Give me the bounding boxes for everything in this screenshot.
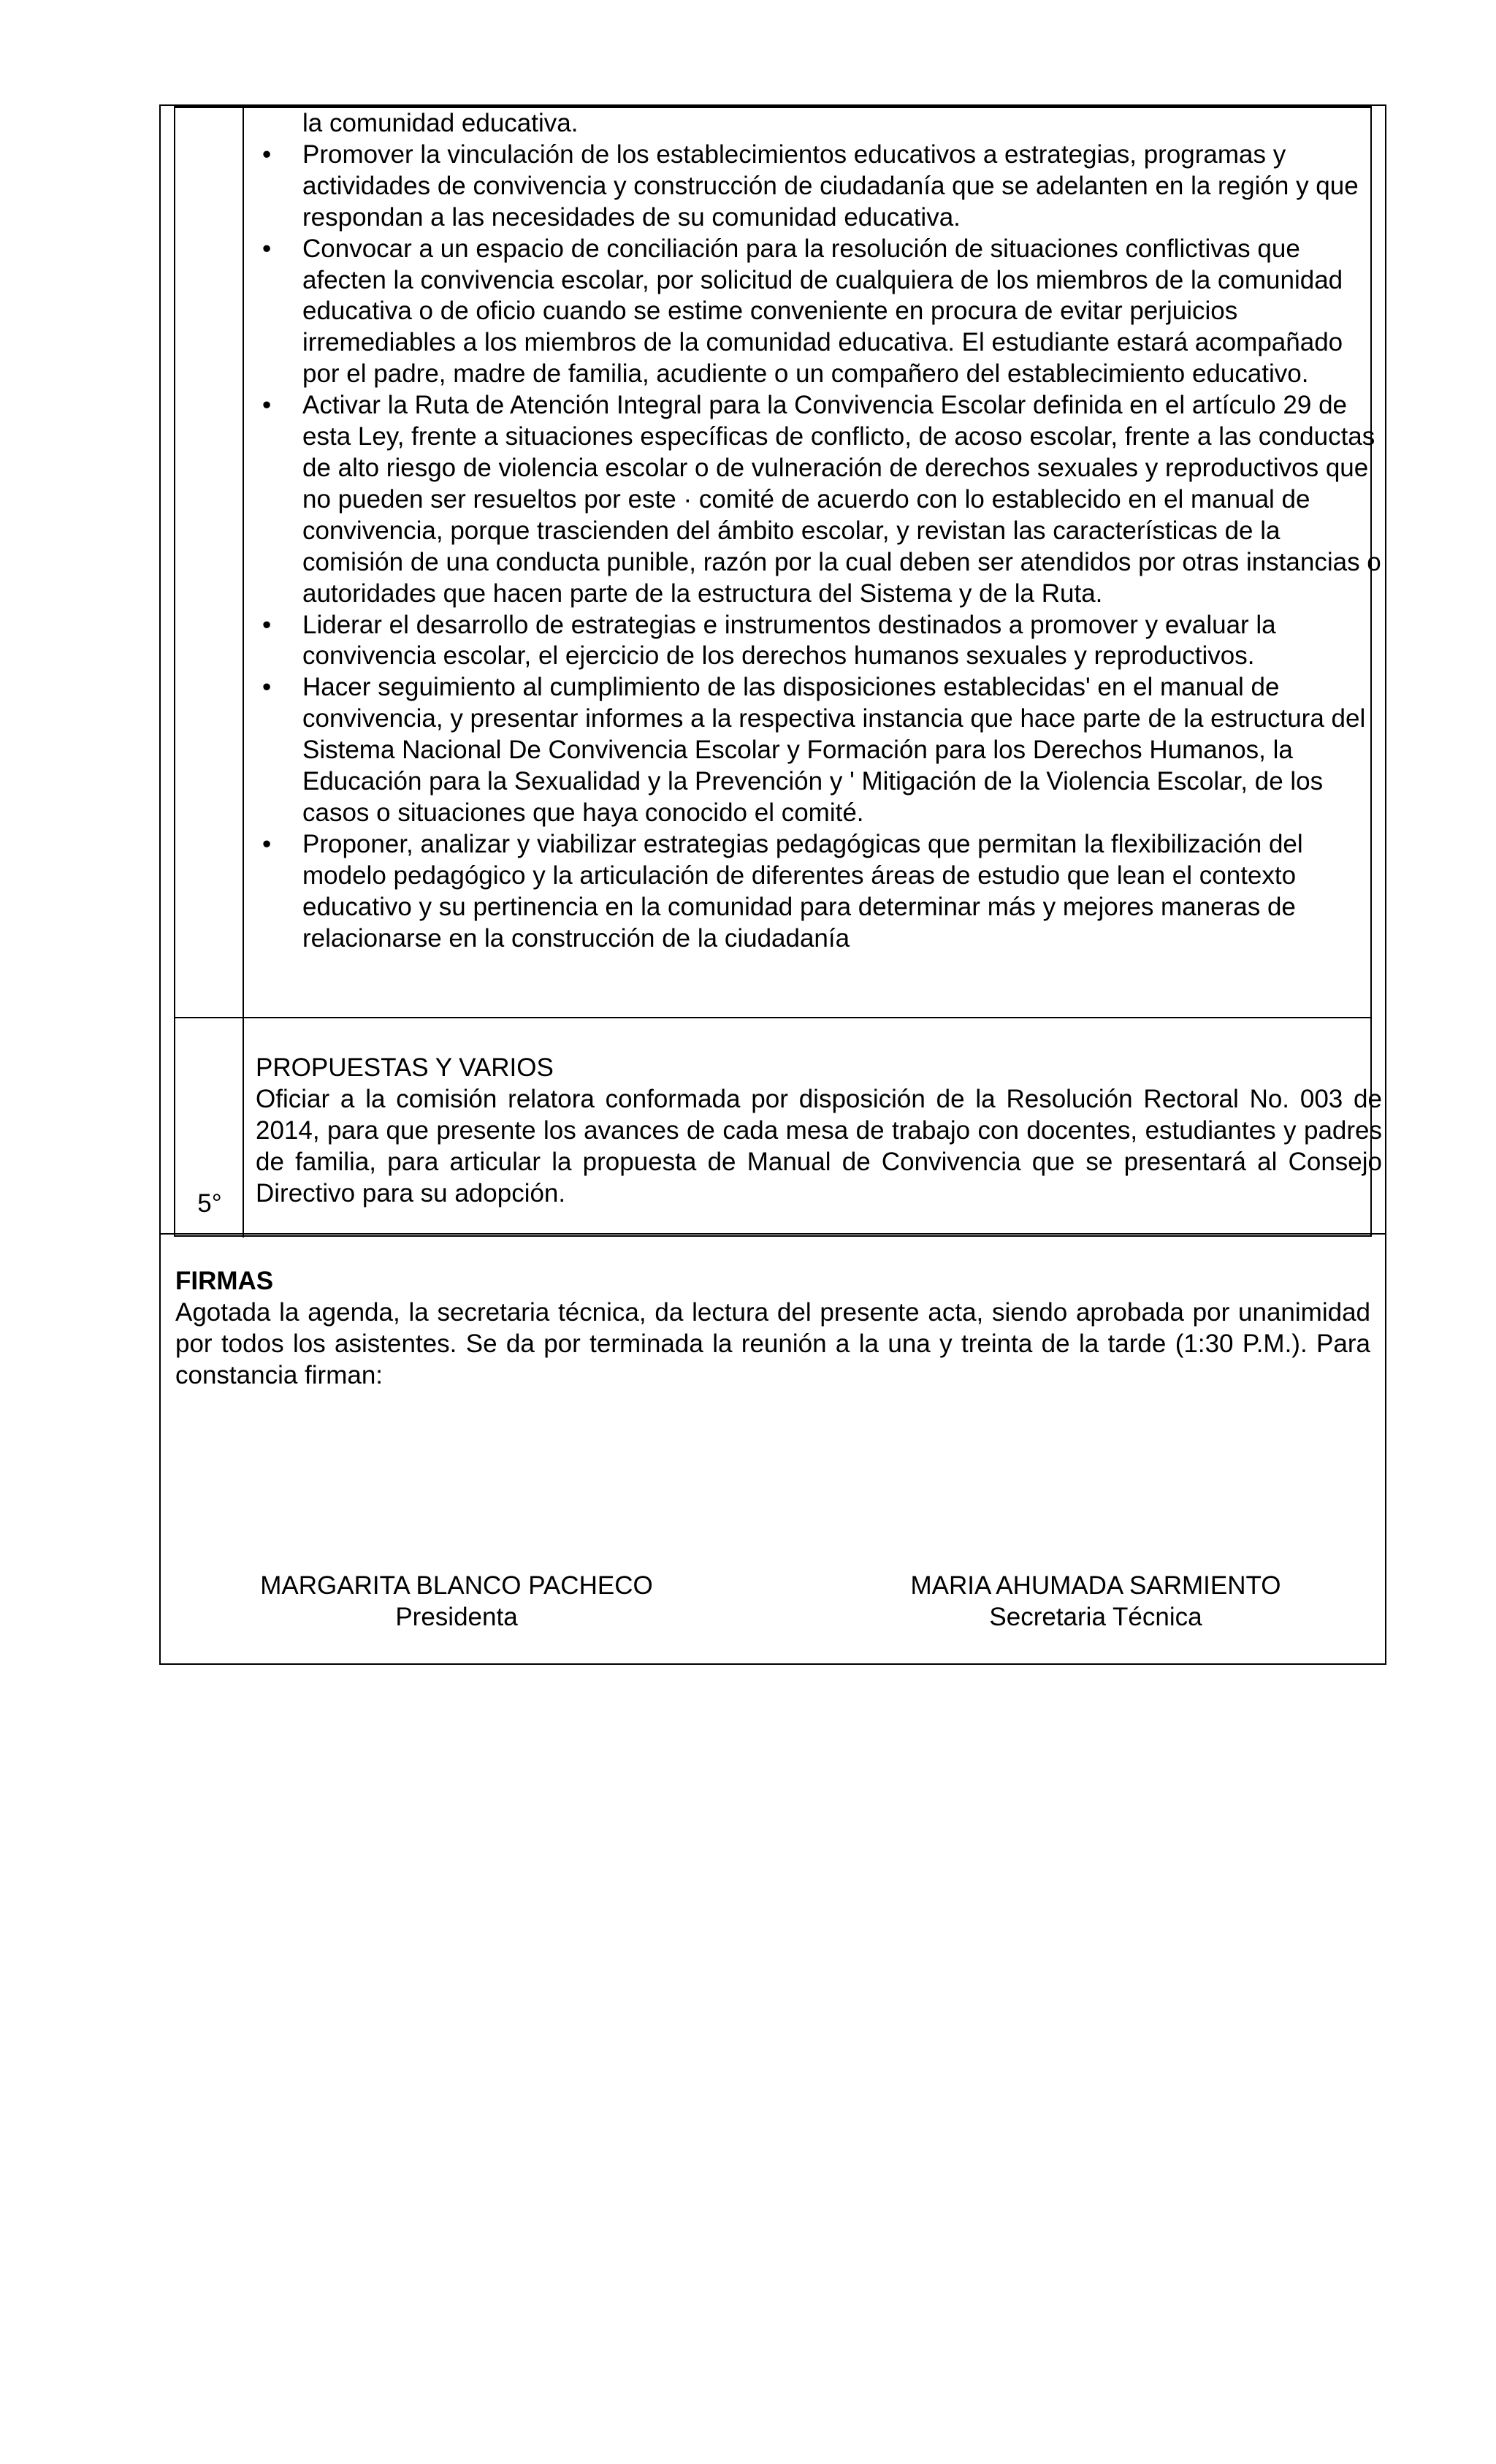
signer-name: MARIA AHUMADA SARMIENTO — [910, 1571, 1281, 1600]
item-heading: PROPUESTAS Y VARIOS — [256, 1053, 554, 1082]
list-item: • Convocar a un espacio de conciliación para la resolución de situaciones conflictivas que afecten la convivencia escolar, por solicitud de cualquiera de los miembros de la comunidad educativa o de oficio cuando se estime conveniente en procura de evitar perjuicios irremediables a los miembros de la comunidad educativa. El estudiante estará acompañado por el padre, madre de familia, acudiente o un compañero del establecimiento educativo. — [262, 234, 1343, 389]
bullet-icon: • — [262, 140, 272, 169]
item-content-cell — [244, 1018, 1392, 1210]
agenda-table-outer — [159, 104, 1386, 1235]
functions-list — [256, 140, 1382, 955]
agenda-row-proposals — [175, 1018, 1382, 1237]
item-number-cell — [175, 108, 244, 1017]
agenda-row-functions — [175, 108, 1381, 1018]
signatures-heading: FIRMAS — [175, 1267, 274, 1295]
bullet-icon: • — [262, 610, 272, 639]
list-item: • Hacer seguimiento al cumplimiento de las disposiciones establecidas' en el manual de convivencia, y presentar informes a la respectiva instancia que hace parte de la estructura del Sistema Nacional De Convivencia Escolar y Formación para los Derechos Humanos, la Educación para la Sexualidad y la Prevención y ' Mitigación de la Violencia Escolar, de los casos o situaciones que haya conocido el comité. — [262, 673, 1366, 827]
list-item: • Activar la Ruta de Atención Integral para la Convivencia Escolar definida en el artículo 29 de esta Ley, frente a situaciones específicas de conflicto, de acoso escolar, frente a las conductas de alto riesgo de violencia escolar o de vulneración de derechos sexuales y reproductivos que no pueden ser resueltos por este · comité de acuerdo con lo establecido en el manual de convivencia, porque trascienden del ámbito escolar, y revistan las características de la comisión de una conducta punible, razón por la cual deben ser atendidos por otras instancias o autoridades que hacen parte de la estructura del Sistema y de la Ruta. — [262, 391, 1381, 608]
signer-name: MARGARITA BLANCO PACHECO — [260, 1571, 653, 1600]
item-text: Oficiar a la comisión relatora conformada por disposición de la Resolución Rectoral No. 003 de 2014, para que presente los avances de cada mesa de trabajo con docentes, estudiantes y padres de familia, para articular la propuesta de Manual de Convivencia que se presentará al Consejo Directivo para su adopción. — [256, 1084, 1382, 1208]
list-item: • Promover la vinculación de los establecimientos educativos a estrategias, programas y actividades de convivencia y construcción de ciudadanía que se adelanten en la región y que respondan a las necesidades de su comunidad educativa. — [262, 140, 1359, 232]
signer-role: Presidenta — [395, 1602, 518, 1631]
bullet-icon: • — [262, 829, 272, 858]
list-item: • Proponer, analizar y viabilizar estrategias pedagógicas que permitan la flexibilización del modelo pedagógico y la articulación de diferentes áreas de estudio que lean el contexto educativo y su pertinencia en la comunidad para determinar más y mejores maneras de relacionarse en la construcción de la ciudadanía — [262, 829, 1303, 953]
signer-role: Secretaria Técnica — [989, 1602, 1202, 1631]
agenda-table — [174, 106, 1382, 1237]
item-content-cell — [244, 108, 1392, 954]
bullet-icon: • — [262, 391, 272, 420]
item-number: 5° — [197, 1189, 222, 1218]
continued-text: la comunidad educativa. — [302, 109, 579, 137]
bullet-icon: • — [262, 234, 272, 263]
item-number-cell — [175, 1018, 244, 1237]
signatures-section — [159, 1235, 1386, 1665]
signer-secretary — [884, 1571, 1308, 1633]
closing-text: Agotada la agenda, la secretaria técnica, da lectura del presente acta, siendo aprobada por unanimidad por todos los asistentes. Se da por terminada la reunión a la una y treinta de la tarde (1:30 P.M.). Para constancia firman: — [175, 1298, 1370, 1389]
bullet-icon: • — [262, 673, 272, 702]
list-item: • Liderar el desarrollo de estrategias e instrumentos destinados a promover y evaluar la convivencia escolar, el ejercicio de los derechos humanos sexuales y reproductivos. — [262, 610, 1276, 671]
signer-president — [245, 1571, 668, 1633]
